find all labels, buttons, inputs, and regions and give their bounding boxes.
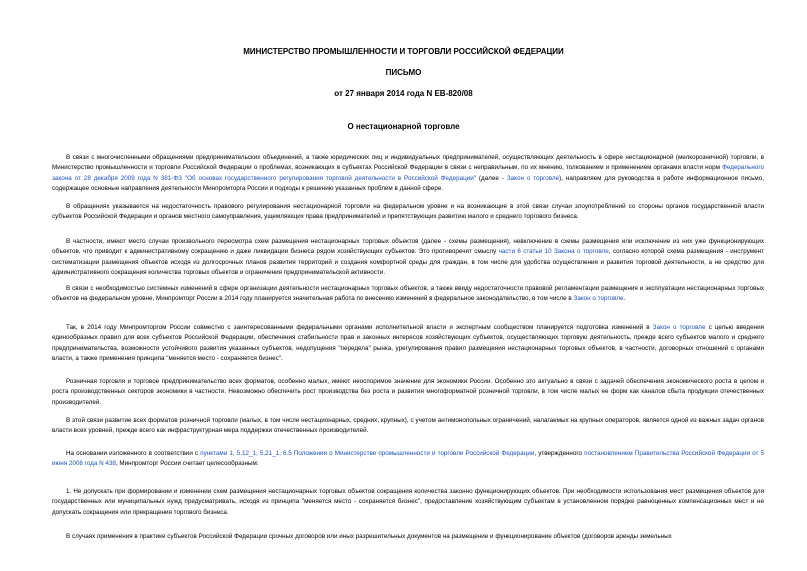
ministry-heading: МИНИСТЕРСТВО ПРОМЫШЛЕННОСТИ И ТОРГОВЛИ РОССИЙСКОЙ ФЕДЕРАЦИИ <box>243 47 564 56</box>
paragraph-8: На основании изложенного в соответствии с пунктами 1, 5.12_1, 5.21_1, 6.5 Положения о Министерстве промышленности и торговли Российской Федерации, утвержденного постановлением Правительства Российской Федерации от 5 июня 2008 года N 438, Минпромторг России считает целесообразным: <box>52 450 764 468</box>
paragraph-7: В этой связи развитие всех форматов розничной торговли (малых, в том числе нестационарных, средних, крупных), с учетом антимонопольных ограничений, налагаемых на крупных операторов, является одной из важных задач органов власти всех уровней, прежде всего как инфраструктурная мера поддержки отечественных производителей. <box>52 417 764 435</box>
trade-law-link[interactable]: Закон о торговле <box>652 324 706 331</box>
document-type: ПИСЬМО <box>385 68 422 77</box>
paragraph-4: В связи с необходимостью системных изменений в сфере организации деятельности нестационарных торговых объектов, а также ввиду недостаточности правовой регламентации размещения и эксплуатации нестационарных торговых объектов на федеральном уровне, Минпромторг России в 2014 году планируется значительная работа по внесению изменений в федеральное законодательство, в том числе в Закон о торговле. <box>52 285 764 303</box>
trade-law-article-10-link[interactable]: части 6 статьи 10 Закона о торговле <box>498 248 609 256</box>
paragraph-6: Розничная торговля и торговое предпринимательство всех форматов, особенно малых, имеют неоспоримое значение для экономики России. Особенно это актуально в связи с задачей обеспечения экономического роста в целом и роста производственных секторов экономики в частности. Невозможно обеспечить рост производства без роста и развития многоформатной розничной торговли, в том числе малых ее форм как каналов сбыта продукции отечественных производителей. <box>52 378 764 406</box>
trade-law-link[interactable]: Закон о торговле <box>573 295 624 303</box>
paragraph-5: Так, в 2014 году Минпромторгом России совместно с заинтересованными федеральными органами исполнительной власти и экспертным сообществом планируется подготовка изменений в Закон о торговле с целью введения единообразных правил для всех субъектов Российской Федерации, обеспечения стабильности прав и законных интересов хозяйствующих субъектов, осуществляющих торговую деятельность, прежде всего субъектов малого и среднего предпринимательства, возможности устойчивого развития указанных субъектов, недопущения "передела" рынка, урегулирования правил размещения нестационарных торговых объектов, в частности, договорных отношений с органами власти, а также применения принципа "меняется место - сохраняется бизнес". <box>52 324 765 363</box>
paragraph-10: В случаях применения в практике субъектов Российской Федерации срочных договоров или иных разрешительных документов на размещение и функционирование объектов (договоров аренды земельных <box>66 533 672 540</box>
paragraph-2: В обращениях указывается на недостаточность правового регулирования нестационарной торговли на федеральном уровне и на возникающие в этой связи случаи злоупотреблений со стороны органов государственной власти субъектов Российской Федерации и органов местного самоуправления, ущемляющих права предпринимателей и препятствующих развитию малого и среднего торгового бизнеса. <box>52 203 764 221</box>
paragraph-9: 1. Не допускать при формировании и изменении схем размещения нестационарных торговых объектов сокращения количества законно функционирующих объектов. При необходимости использования мест размещения объектов для государственных или муниципальных нужд предусматривать, исходя из принципа "меняется место - сохраняется бизнес", предоставление хозяйствующим субъектам в установленном порядке равноценных компенсационных мест и не допускать сокращения или прекращения торгового бизнеса. <box>52 488 764 516</box>
paragraph-1: В связи с многочисленными обращениями предпринимательских объединений, а также юридических лиц и индивидуальных предпринимателей, осуществляющих деятельность в сфере нестационарной (мелкорозничной) торговли, в Министерство промышленности и торговли Российской Федерации о проблемах, возникающих в субъектах Российской Федерации в связи с неправильным, по их мнению, толкованием и применением органами власти норм Федерального закона от 28 декабря 2009 года N 381-ФЗ "Об основах государственного регулирования торговой деятельности в Российской Федерации" (далее - Закон о торговле), направляем для руководства в работе информационное письмо, содержащее основные направления деятельности Минпромторга России и подходы к решению указанных проблем в данной сфере. <box>52 154 765 193</box>
government-decree-438-link[interactable]: постановлением Правительства Российской Федерации от 5 июня 2008 года N 438 <box>52 450 764 468</box>
trade-law-link[interactable]: Закон о торговле <box>506 174 560 182</box>
document-date-number: от 27 января 2014 года N ЕВ-820/08 <box>334 89 473 98</box>
document-subject: О нестационарной торговле <box>347 122 460 131</box>
ministry-regulation-link[interactable]: пунктами 1, 5.12_1, 5.21_1, 6.5 Положения о Министерстве промышленности и торговли Российской Федерации <box>200 450 535 457</box>
paragraph-3: В частности, имеют место случаи произвольного пересмотра схем размещения нестационарных торговых объектов (далее - схемы размещения), невключение в схемы размещения или исключение из них уже функционирующих объектов, что приводит к административному сокращению и даже ликвидации бизнеса рядом хозяйствующих субъектов. Это противоречит смыслу части 6 статьи 10 Закона о торговле, согласно которой схема размещения - инструмент систематизации размещения объектов исходя из долгосрочных планов развития территорий и создания комфортной среды для граждан, в том числе для удобства осуществления и развития торговой деятельности, а не средство для административного сокращения количества торговых объектов и ограничения предпринимательской активности. <box>52 238 765 277</box>
federal-law-381-link[interactable]: Федерального закона от 28 декабря 2009 года N 381-ФЗ "Об основах государственного регулирования торговой деятельности в Российской Федерации" <box>52 164 764 182</box>
